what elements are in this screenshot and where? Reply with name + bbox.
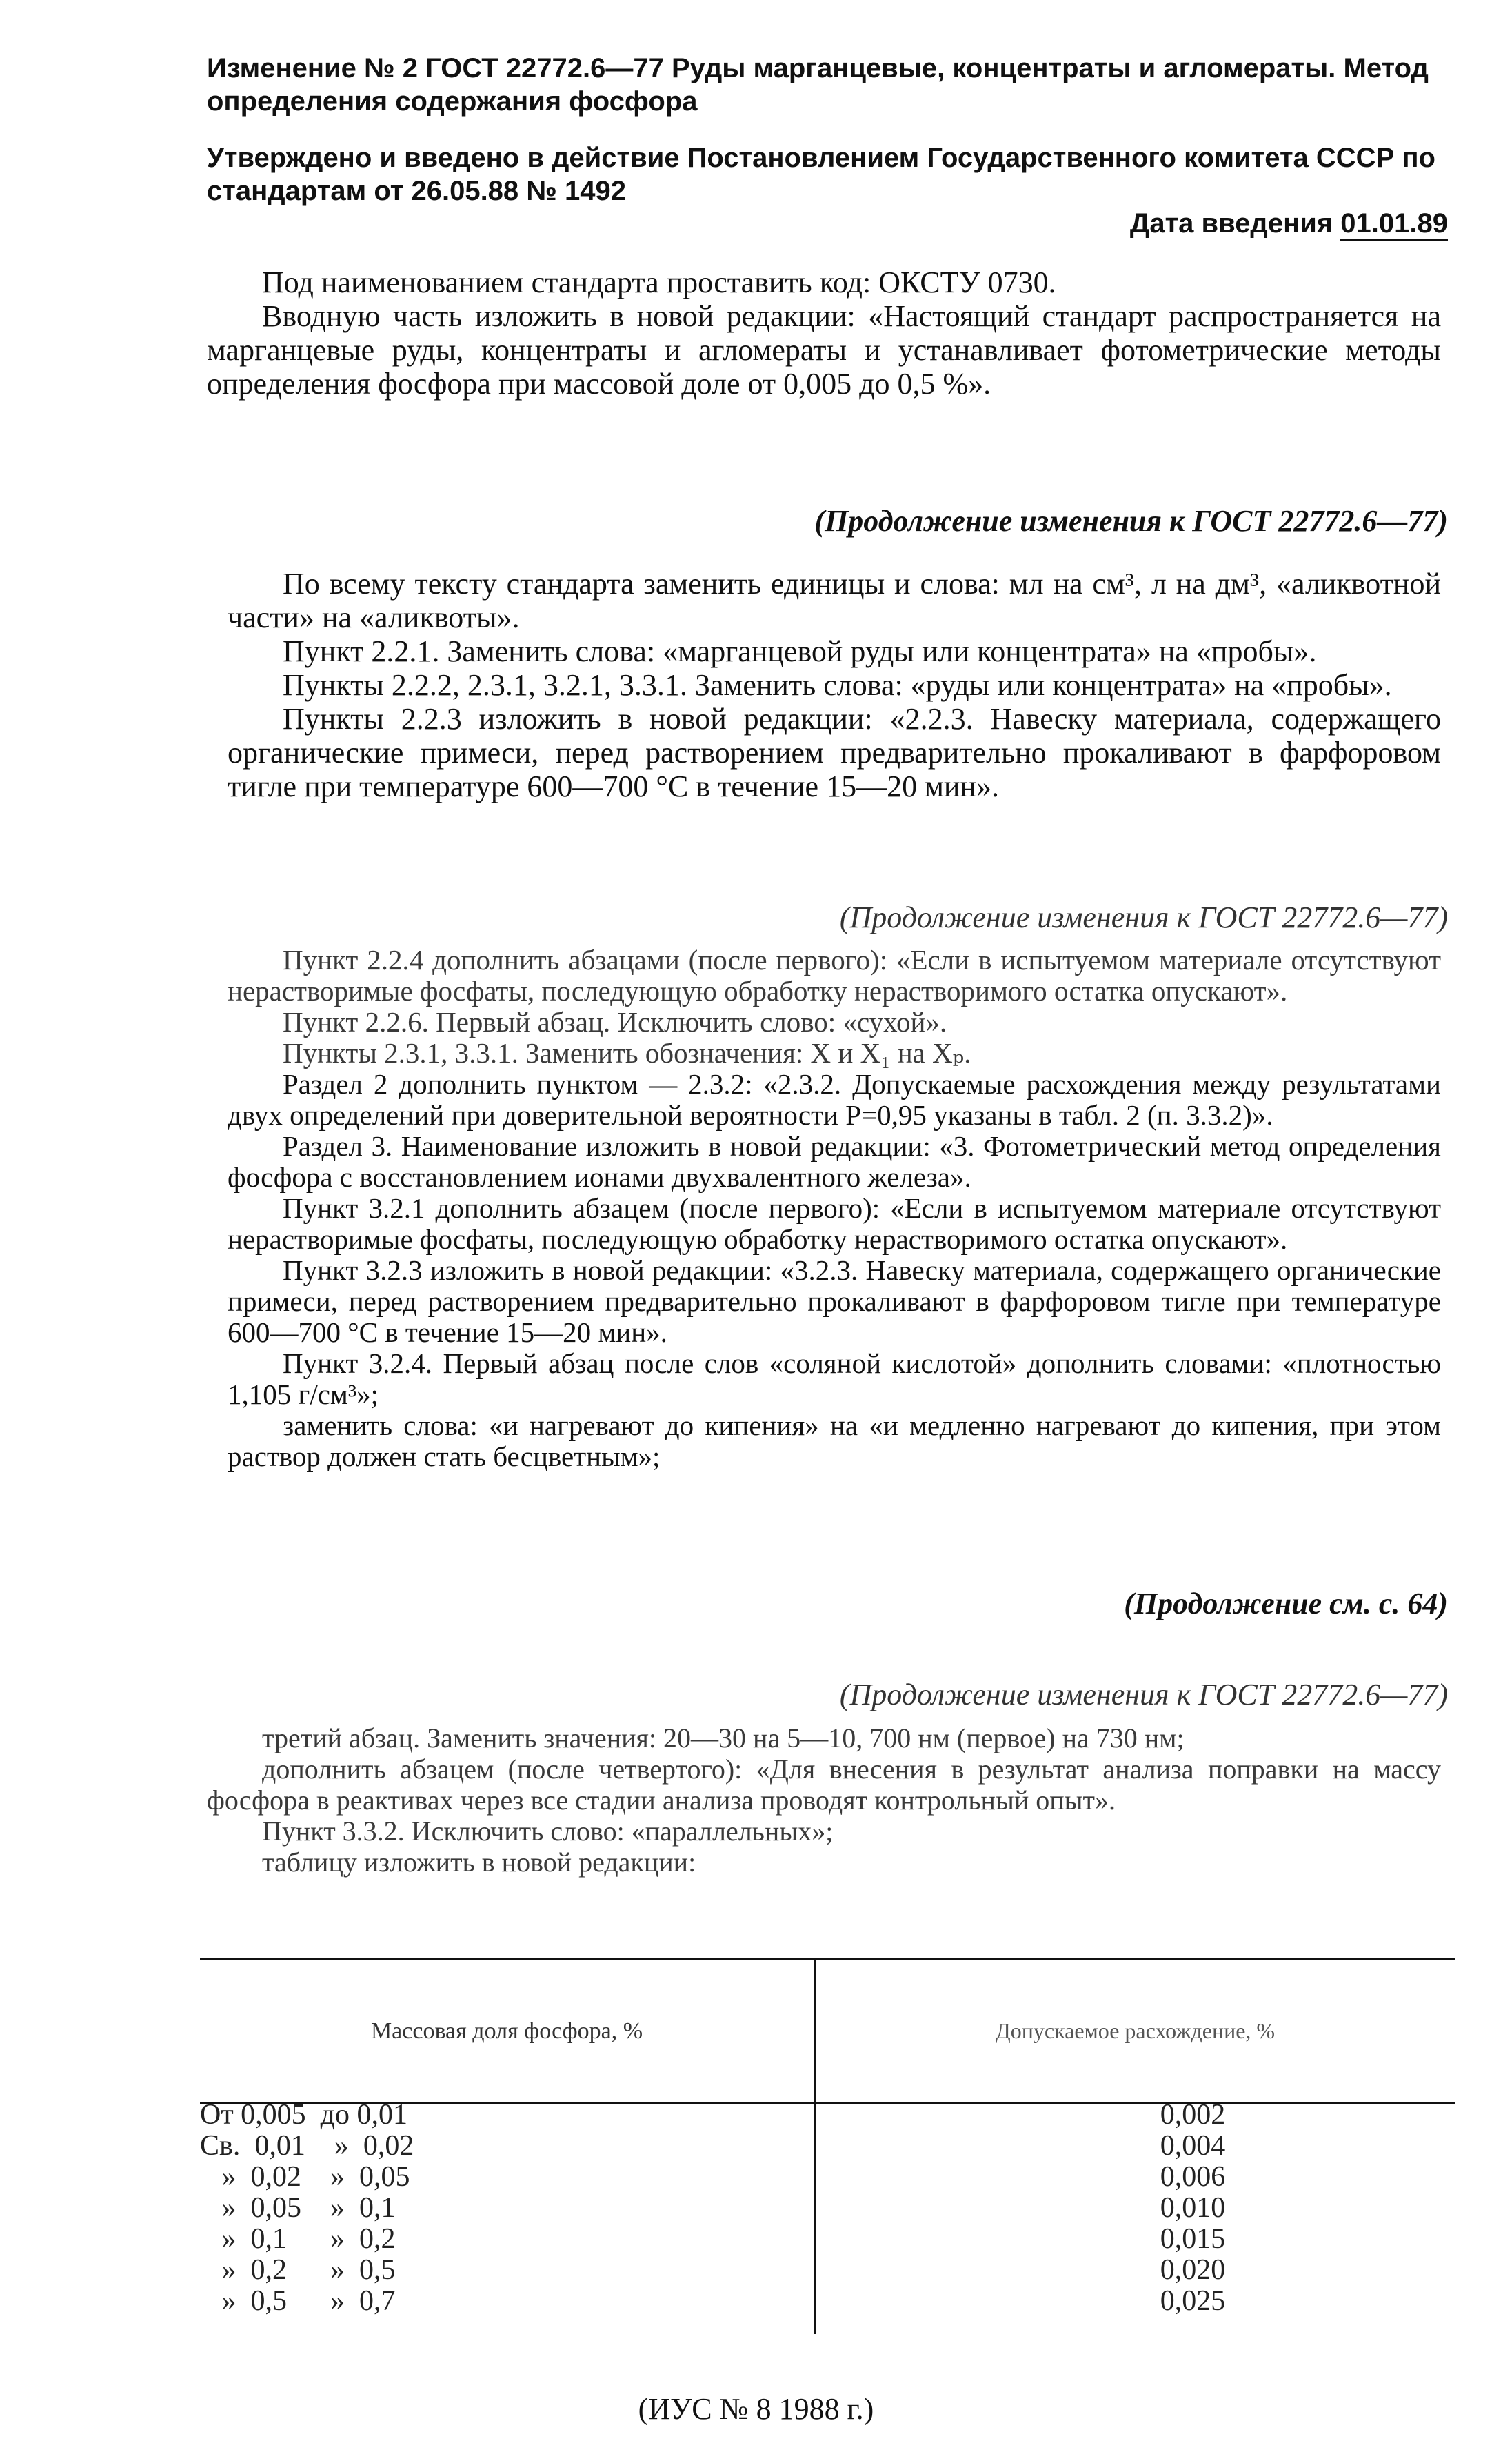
continued-note: (Продолжение см. с. 64)	[1124, 1587, 1448, 1620]
continuation-heading-2: (Продолжение изменения к ГОСТ 22772.6—77)	[839, 901, 1448, 934]
item-321-paragraph: Пункт 3.2.1 дополнить абзацем (после первого): «Если в испытуемом материале отсутствуют нерастворимые фосфаты, последующую обработку нерастворимого остатка опускают».	[228, 1192, 1441, 1255]
table-row: Св. 0,01 » 0,02 0,004	[200, 2130, 1226, 2162]
date-value: 01.01.89	[1340, 208, 1448, 241]
table-header	[200, 1958, 1455, 2104]
table-row: » 0,05 » 0,1 0,010	[200, 2192, 1226, 2224]
item-332-paragraph: Пункт 3.3.2. Исключить слово: «параллельных»;	[262, 1816, 834, 1847]
item-223-paragraph: Пункты 2.2.3 изложить в новой редакции: «2.2.3. Навеску материала, содержащего органические примеси, перед растворением предварительно прокаливают в фарфоровом тигле при температуре 600—700 °С в течение 15—20 мин».	[228, 702, 1441, 803]
continuation-heading-3: (Продолжение изменения к ГОСТ 22772.6—77)	[839, 1678, 1448, 1711]
table-row: » 0,1 » 0,2 0,015	[200, 2223, 1226, 2255]
table-row: От 0,005 до 0,01 0,002	[200, 2099, 1226, 2131]
table-row: » 0,2 » 0,5 0,020	[200, 2254, 1226, 2286]
item-324-paragraph: Пункт 3.2.4. Первый абзац после слов «соляной кислотой» дополнить словами: «плотностью 1,105 г/см³»;	[228, 1347, 1441, 1410]
section-table-intro	[207, 1722, 1441, 1878]
ius-footer: (ИУС № 8 1988 г.)	[638, 2392, 874, 2426]
item-226-paragraph: Пункт 2.2.6. Первый абзац. Исключить слово: «сухой».	[283, 1006, 947, 1038]
column-header-phosphorus: Массовая доля фосфора, %	[200, 1960, 816, 2102]
table-row: » 0,5 » 0,7 0,025	[200, 2285, 1226, 2317]
units-paragraph: По всему тексту стандарта заменить единицы и слова: мл на см³, л на дм³, «аликвотной части» на «аликвоты».	[228, 567, 1441, 634]
approval-note	[207, 141, 1448, 208]
items-222-paragraph: Пункты 2.2.2, 2.3.1, 3.2.1, 3.3.1. Заменить слова: «руды или концентрата» на «пробы».	[283, 668, 1392, 702]
item-323-paragraph: Пункт 3.2.3 изложить в новой редакции: «3.2.3. Навеску материала, содержащего органические примеси, перед растворением предварительно прокаливают в фарфоровом тигле при температуре 600—700 °С в течение 15—20 мин».	[228, 1254, 1441, 1348]
section-3-title-paragraph: Раздел 3. Наименование изложить в новой редакции: «3. Фотометрический метод определения фосфора с восстановлением ионами двухвалентного железа».	[228, 1130, 1441, 1193]
column-header-tolerance: Допускаемое расхождение, %	[995, 2018, 1276, 2043]
item-224-paragraph: Пункт 2.2.4 дополнить абзацами (после первого): «Если в испытуемом материале отсутствуют нерастворимые фосфаты, последующую обработку нерастворимого остатка опускают».	[228, 944, 1441, 1007]
control-experiment-paragraph: дополнить абзацем (после четвертого): «Для внесения в результат анализа поправки на массу фосфора в реактивах через все стадии анализа проводят контрольный опыт».	[207, 1753, 1441, 1816]
date-label: Дата введения	[1129, 208, 1333, 239]
item-324-replace-paragraph: заменить слова: «и нагревают до кипения» на «и медленно нагревают до кипения, при этом раствор должен стать бесцветным»;	[228, 1409, 1441, 1472]
table-intro-paragraph: таблицу изложить в новой редакции:	[262, 1847, 696, 1878]
third-paragraph-change: третий абзац. Заменить значения: 20—30 на 5—10, 700 нм (первое) на 730 нм;	[262, 1722, 1185, 1753]
title-text: Изменение № 2 ГОСТ 22772.6—77 Руды марганцевые, концентраты и агломераты. Метод определения содержания фосфора	[207, 53, 1429, 117]
table-row: » 0,02 » 0,05 0,006	[200, 2161, 1226, 2193]
section-okstu	[207, 265, 1441, 401]
section-amendments	[228, 945, 1441, 1472]
item-221-paragraph: Пункт 2.2.1. Заменить слова: «марганцевой руды или концентрата» на «пробы».	[283, 634, 1317, 668]
item-232-paragraph: Раздел 2 дополнить пунктом — 2.3.2: «2.3.2. Допускаемые расхождения между результатами двух определений при доверительной вероятности P=0,95 указаны в табл. 2 (п. 3.3.2)».	[228, 1068, 1441, 1131]
approval-text: Утверждено и введено в действие Постановлением Государственного комитета СССР по стандартам от 26.05.88 № 1492	[207, 143, 1435, 206]
items-231-paragraph: Пункты 2.3.1, 3.3.1. Заменить обозначения: X и X₁ на Xₚ.	[283, 1037, 971, 1069]
change-title	[207, 52, 1448, 118]
intro-paragraph: Вводную часть изложить в новой редакции: «Настоящий стандарт распространяется на марганцевые руды, концентраты и агломераты и устанавливает фотометрические методы определения фосфора при массовой доле от 0,005 до 0,5 %».	[207, 299, 1441, 401]
effective-date	[207, 208, 1448, 239]
okstu-paragraph: Под наименованием стандарта проставить код: ОКСТУ 0730.	[262, 265, 1056, 299]
section-units	[228, 567, 1441, 803]
continuation-heading-1: (Продолжение изменения к ГОСТ 22772.6—77)	[814, 504, 1448, 538]
